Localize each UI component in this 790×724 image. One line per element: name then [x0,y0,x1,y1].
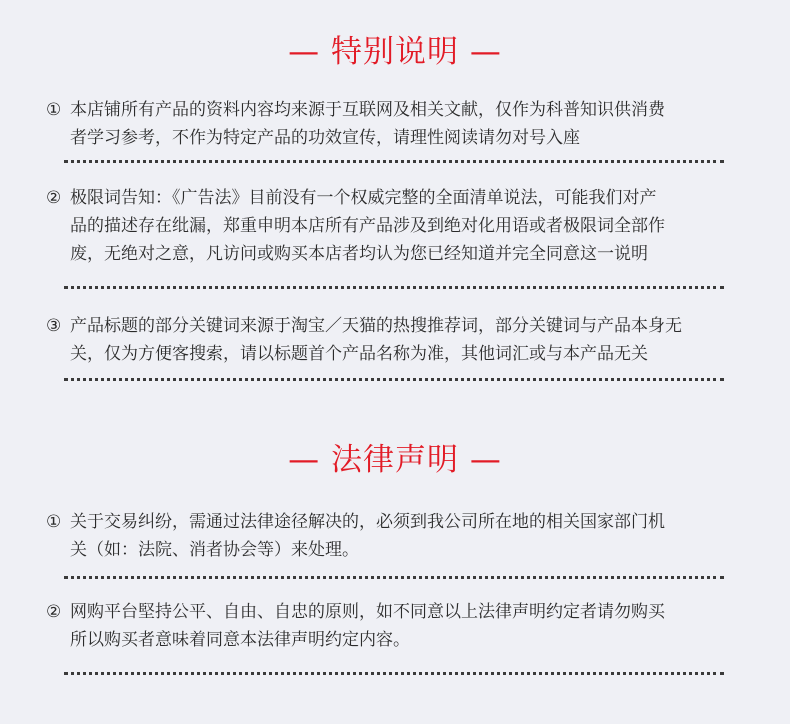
item-number: ① [46,100,62,120]
legal-statement-item-1 [46,508,736,564]
item-text: 品的描述存在纰漏，郑重申明本店所有产品涉及到绝对化用语或者极限词全部作 [70,216,665,236]
item-line [46,212,736,240]
dotted-divider [64,286,724,289]
dotted-divider [64,576,724,579]
item-number: ② [46,602,62,622]
item-line [46,598,736,626]
item-text: 所以购买者意味着同意本法律声明约定内容。 [70,630,410,650]
item-line [46,536,736,564]
item-line [46,240,736,268]
item-text: 废，无绝对之意，凡访问或购买本店者均认为您已经知道并完全同意这一说明 [70,244,648,264]
special-notice-title: — 特别说明 — [288,34,502,70]
item-text: 网购平台堅持公平、自由、自忠的原则，如不同意以上法律声明约定者请勿购买 [70,602,665,622]
special-notice-item-2 [46,184,736,268]
dotted-divider [64,378,724,381]
item-line [46,184,736,212]
item-line [46,626,736,654]
item-text: 产品标题的部分关键词来源于淘宝／天猫的热搜推荐词，部分关键词与产品本身无 [70,316,682,336]
item-line [46,340,736,368]
item-line [46,312,736,340]
special-notice-item-1 [46,96,736,152]
legal-statement-item-2 [46,598,736,654]
item-text: 关（如：法院、消者协会等）来处理。 [70,540,359,560]
dotted-divider [64,672,724,675]
item-text: 关于交易纠纷，需通过法律途径解决的，必须到我公司所在地的相关国家部门机 [70,512,665,532]
item-number: ② [46,188,62,208]
item-number: ① [46,512,62,532]
item-line [46,124,736,152]
dotted-divider [64,160,724,163]
item-text: 者学习参考，不作为特定产品的功效宣传，请理性阅读请勿对号入座 [70,128,580,148]
item-line [46,508,736,536]
item-line [46,96,736,124]
legal-statement-title: — 法律声明 — [288,442,502,478]
item-text: 本店铺所有产品的资料内容均来源于互联网及相关文献，仅作为科普知识供消费 [70,100,665,120]
item-number: ③ [46,316,62,336]
item-text: 关，仅为方便客搜索，请以标题首个产品名称为准，其他词汇或与本产品无关 [70,344,648,364]
special-notice-item-3 [46,312,736,368]
item-text: 极限词告知：《广告法》目前没有一个权威完整的全面清单说法，可能我们对产 [70,188,657,208]
